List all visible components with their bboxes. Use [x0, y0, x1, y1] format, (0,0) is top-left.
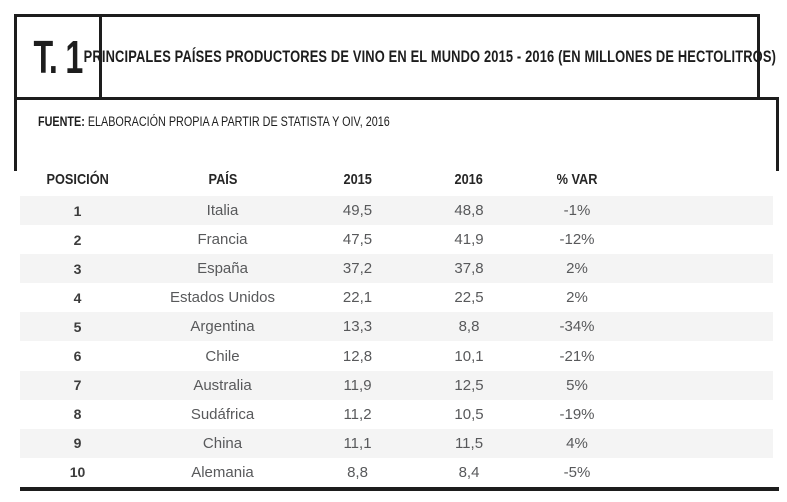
table-row: [20, 400, 773, 429]
cell-pais: Estados Unidos: [169, 289, 276, 307]
cell-posicion: 10: [69, 464, 86, 481]
table-row: [20, 254, 773, 283]
cell-var: -5%: [563, 463, 591, 481]
table-row: [20, 341, 773, 370]
cell-2016: 48,8: [454, 202, 484, 220]
column-header-posicion: POSICIÓN: [46, 170, 109, 188]
table-row: [20, 283, 773, 312]
cell-posicion: 9: [73, 435, 82, 452]
table-row: [20, 225, 773, 254]
table-row: [20, 371, 773, 400]
cell-2015: 22,1: [342, 289, 373, 307]
data-table: [20, 163, 773, 487]
cell-pais: Alemania: [191, 463, 254, 481]
cell-var: -12%: [559, 231, 595, 249]
cell-2015: 11,9: [343, 376, 372, 394]
cell-var: 2%: [566, 260, 588, 278]
cell-pais: España: [197, 260, 248, 278]
source-box: [14, 97, 779, 171]
cell-2016: 11,5: [454, 434, 484, 452]
column-header-var: % VAR: [556, 170, 598, 188]
figure-title: PRINCIPALES PAÍSES PRODUCTORES DE VINO EN EL MUNDO 2015 - 2016 (EN MILLONES DE HECTOLITROS): [83, 47, 776, 66]
cell-2016: 22,5: [454, 289, 484, 307]
column-header-pais: PAÍS: [208, 170, 237, 188]
cell-2015: 37,2: [342, 260, 373, 278]
cell-posicion: 2: [73, 231, 82, 248]
cell-2016: 37,8: [454, 260, 484, 278]
table-row: [20, 312, 773, 341]
table-header-row: [20, 163, 773, 196]
cell-pais: Francia: [197, 231, 248, 249]
cell-2015: 49,5: [342, 202, 373, 220]
cell-var: 5%: [566, 376, 588, 394]
cell-2015: 11,2: [343, 405, 372, 423]
figure-tag: T. 1: [33, 31, 83, 83]
cell-2015: 11,1: [343, 434, 372, 452]
source-text: ELABORACIÓN PROPIA A PARTIR DE STATISTA Y OIV, 2016: [87, 114, 390, 129]
cell-2016: 12,5: [454, 376, 484, 394]
cell-2016: 8,8: [458, 318, 480, 336]
cell-2016: 41,9: [454, 231, 484, 249]
cell-var: 2%: [566, 289, 588, 307]
cell-pais: Chile: [205, 347, 240, 365]
cell-posicion: 8: [73, 406, 82, 423]
cell-2015: 47,5: [342, 231, 373, 249]
cell-2015: 8,8: [347, 463, 368, 481]
source-line: [38, 114, 390, 129]
cell-pais: China: [202, 434, 243, 452]
source-label: FUENTE:: [38, 114, 85, 129]
cell-pais: Sudáfrica: [190, 405, 255, 423]
cell-2016: 10,5: [454, 405, 484, 423]
cell-posicion: 3: [73, 260, 82, 277]
cell-posicion: 5: [73, 318, 82, 335]
cell-pais: Argentina: [190, 318, 255, 336]
cell-2015: 13,3: [342, 318, 373, 336]
cell-posicion: 6: [73, 348, 82, 365]
table-row: [20, 458, 773, 487]
cell-var: -19%: [559, 405, 595, 423]
cell-2015: 12,8: [342, 347, 373, 365]
bottom-rule: [20, 487, 779, 491]
cell-2016: 10,1: [454, 347, 484, 365]
figure-title-box: [83, 14, 776, 97]
cell-posicion: 4: [73, 289, 82, 306]
cell-posicion: 1: [73, 202, 82, 219]
cell-var: 4%: [566, 434, 588, 452]
cell-var: -34%: [559, 318, 595, 336]
cell-var: -1%: [563, 202, 591, 220]
table-row: [20, 196, 773, 225]
cell-2016: 8,4: [458, 463, 480, 481]
column-header-2015: 2015: [343, 170, 372, 188]
cell-var: -21%: [559, 347, 595, 365]
cell-posicion: 7: [73, 377, 82, 394]
column-header-2016: 2016: [454, 170, 484, 188]
table-row: [20, 429, 773, 458]
cell-pais: Australia: [193, 376, 252, 394]
cell-pais: Italia: [206, 202, 239, 220]
